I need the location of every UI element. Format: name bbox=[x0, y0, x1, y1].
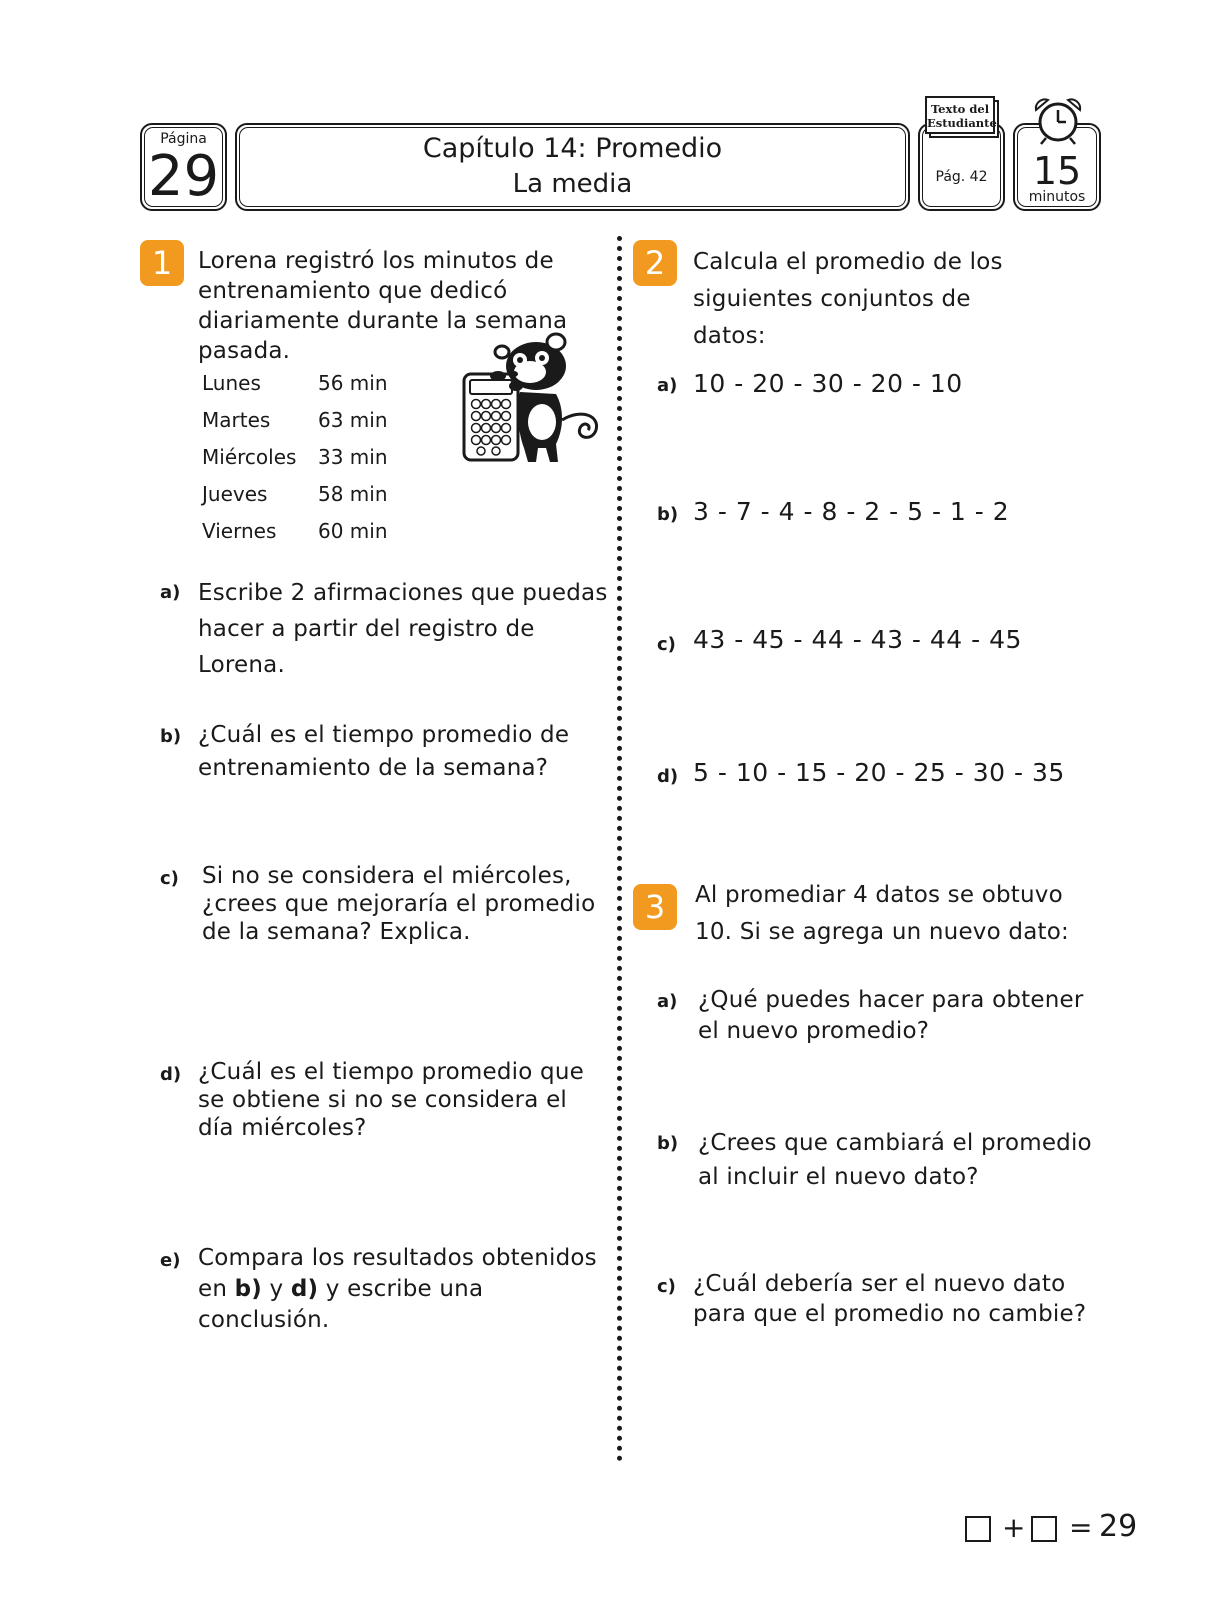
equals-sign: = bbox=[1069, 1511, 1093, 1544]
ex3-c-label: c) bbox=[657, 1276, 676, 1297]
time-unit: minutos bbox=[1028, 189, 1086, 205]
ex1-d-text: ¿Cuál es el tiempo promedio que se obtiene si no se considera el día miércoles? bbox=[198, 1059, 584, 1141]
alarm-clock-icon bbox=[1030, 96, 1086, 146]
ex1-d-label: d) bbox=[160, 1064, 182, 1085]
footer-total: 29 bbox=[1099, 1509, 1138, 1544]
plus-sign: + bbox=[1002, 1511, 1026, 1544]
ex2-c-data: 43 - 45 - 44 - 43 - 44 - 45 bbox=[693, 625, 1022, 654]
chapter-title: Capítulo 14: Promedio bbox=[422, 133, 723, 164]
ex1-b-label: b) bbox=[160, 726, 182, 747]
table-value: 60 min bbox=[318, 519, 388, 543]
ex3-a-label: a) bbox=[657, 991, 678, 1012]
table-day: Martes bbox=[202, 408, 271, 432]
chapter-title-box bbox=[235, 123, 910, 211]
ex1-e-text-part: y bbox=[262, 1276, 291, 1302]
table-value: 58 min bbox=[318, 482, 388, 506]
page-number: 29 bbox=[147, 144, 220, 209]
exercise-1-badge: 1 bbox=[140, 240, 184, 286]
ex3-b-label: b) bbox=[657, 1133, 679, 1154]
ex1-e-ref-d: d) bbox=[290, 1276, 319, 1302]
ex1-e-text-part: y escribe una conclusión. bbox=[198, 1276, 484, 1333]
table-value: 63 min bbox=[318, 408, 388, 432]
exercise-3-badge: 3 bbox=[633, 884, 677, 930]
ex1-e-text-part: en bbox=[198, 1276, 235, 1302]
table-day: Miércoles bbox=[202, 445, 297, 469]
ex2-b-label: b) bbox=[657, 504, 679, 525]
score-box-1[interactable] bbox=[965, 1516, 991, 1542]
ex1-b-text: ¿Cuál es el tiempo promedio de entrenamiento de la semana? bbox=[198, 722, 570, 781]
exercise-2-badge: 2 bbox=[633, 240, 677, 286]
exercise-2-intro: Calcula el promedio de los siguientes conjuntos de datos: bbox=[693, 249, 1003, 349]
ex3-c-text: ¿Cuál debería ser el nuevo dato para que el promedio no cambie? bbox=[693, 1271, 1087, 1327]
exercise-1-intro: Lorena registró los minutos de entrenamiento que dedicó diariamente durante la semana pasada. bbox=[198, 248, 568, 364]
calculator-mascot-illustration bbox=[458, 328, 608, 472]
ex2-d-data: 5 - 10 - 15 - 20 - 25 - 30 - 35 bbox=[693, 758, 1065, 787]
ex2-a-data: 10 - 20 - 30 - 20 - 10 bbox=[693, 369, 963, 398]
ex2-d-label: d) bbox=[657, 766, 679, 787]
table-day: Jueves bbox=[202, 482, 268, 506]
textbook-page: Pág. 42 bbox=[935, 169, 988, 185]
ex2-c-label: c) bbox=[657, 634, 676, 655]
ex1-e-text bbox=[198, 1243, 608, 1336]
ex1-c-text: Si no se considera el miércoles, ¿crees que mejoraría el promedio de la semana? Explica. bbox=[202, 863, 596, 945]
ex1-a-text: Escribe 2 afirmaciones que puedas hacer a partir del registro de Lorena. bbox=[198, 580, 608, 678]
book-badge-line2: Estudiante bbox=[927, 116, 997, 130]
ex2-b-data: 3 - 7 - 4 - 8 - 2 - 5 - 1 - 2 bbox=[693, 497, 1010, 526]
book-badge-line1: Texto del bbox=[930, 102, 990, 116]
book-badge-label bbox=[925, 96, 995, 134]
ex1-e-label: e) bbox=[160, 1250, 181, 1271]
ex1-c-label: c) bbox=[160, 868, 179, 889]
table-day: Viernes bbox=[202, 519, 277, 543]
time-value: 15 bbox=[1032, 149, 1082, 193]
exercise-3-intro: Al promediar 4 datos se obtuvo 10. Si se agrega un nuevo dato: bbox=[695, 882, 1069, 945]
ex2-a-label: a) bbox=[657, 375, 678, 396]
table-value: 33 min bbox=[318, 445, 388, 469]
score-box-2[interactable] bbox=[1031, 1516, 1057, 1542]
table-day: Lunes bbox=[202, 371, 261, 395]
ex1-e-line1: Compara los resultados obtenidos bbox=[198, 1245, 597, 1271]
ex1-e-ref-b: b) bbox=[234, 1276, 263, 1302]
book-icon bbox=[925, 96, 999, 138]
ex3-a-text: ¿Qué puedes hacer para obtener el nuevo promedio? bbox=[698, 987, 1084, 1044]
page-label: Página bbox=[160, 131, 207, 147]
chapter-subtitle: La media bbox=[512, 169, 633, 199]
table-value: 56 min bbox=[318, 371, 388, 395]
column-divider bbox=[617, 236, 622, 1462]
ex3-b-text: ¿Crees que cambiará el promedio al incluir el nuevo dato? bbox=[698, 1130, 1092, 1190]
page-number-box bbox=[140, 123, 227, 211]
ex1-e-line2 bbox=[198, 1274, 608, 1336]
ex1-a-label: a) bbox=[160, 582, 181, 603]
